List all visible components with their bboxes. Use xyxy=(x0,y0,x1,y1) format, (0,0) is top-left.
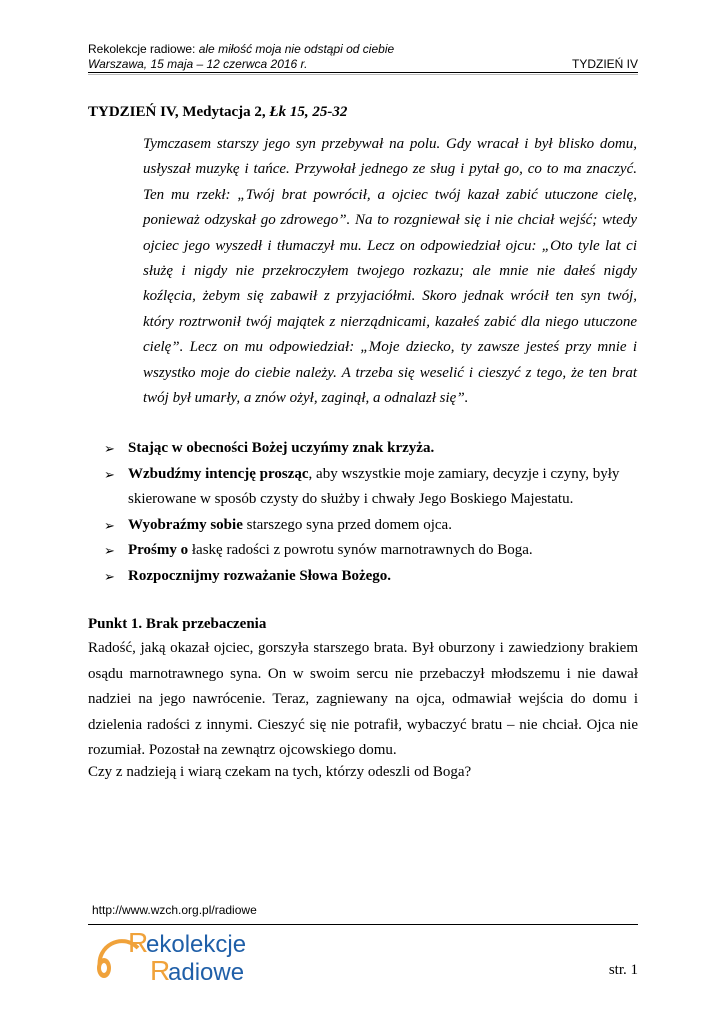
prayer-steps xyxy=(104,436,638,590)
page-number: str. 1 xyxy=(608,962,638,978)
header-week: TYDZIEŃ IV xyxy=(571,57,638,71)
prayer-step: ➢ Wyobraźmy sobie starszego syna przed domem ojca. xyxy=(104,513,638,539)
section-paragraph: Radość, jaką okazał ojciec, gorszyła starszego brata. Był oburzony i zawiedziony brakiem osądu marnotrawnego syna. On w swoim sercu nie przebaczył młodszemu i nie dawał nadziei na jego nawrócenie. Teraz, zagniewany na ojca, odmawiał wejścia do domu i dzielenia radości z innymi. Cieszyć się nie potrafił, wybaczyć bratu – nie chciał. Ojca nie rozumiał. Pozostał na zewnątrz ojcowskiego domu. xyxy=(88,640,638,759)
meditation-title-main: TYDZIEŃ IV, Medytacja 2, xyxy=(88,104,270,120)
header-series-title: ale miłość moja nie odstąpi od ciebie xyxy=(198,42,395,56)
meditation-title xyxy=(88,104,347,121)
arrow-bullet-icon: ➢ xyxy=(104,568,115,584)
prayer-step: ➢ Rozpocznijmy rozważanie Słowa Bożego. xyxy=(104,564,638,590)
prayer-step: ➢ Stając w obecności Bożej uczyńmy znak krzyża. xyxy=(104,436,638,462)
header-date: Warszawa, 15 maja – 12 czerwca 2016 r. xyxy=(88,57,308,71)
prayer-step: ➢ Wzbudźmy intencję prosząc, aby wszystkie moje zamiary, decyzje i czyny, były skierowane w sposób czysty do służby i chwały Jego Boskiego Majestatu. xyxy=(104,462,638,513)
prayer-step: ➢ Prośmy o łaskę radości z powrotu synów marnotrawnych do Boga. xyxy=(104,538,638,564)
logo-letter-r-1: R xyxy=(128,928,149,958)
rekolekcje-radiowe-logo xyxy=(92,928,282,984)
arrow-bullet-icon: ➢ xyxy=(104,543,115,559)
meditation-title-ref: Łk 15, 25-32 xyxy=(269,104,348,120)
section-heading: Punkt 1. Brak przebaczenia xyxy=(88,616,267,632)
arrow-bullet-icon: ➢ xyxy=(104,441,115,456)
header-rule-light xyxy=(88,74,638,75)
logo-line-2: adiowe xyxy=(168,959,245,984)
header-series: Rekolekcje radiowe: xyxy=(88,42,199,56)
header-rule xyxy=(88,72,638,73)
page-header xyxy=(88,42,638,72)
reflection-question: Czy z nadzieją i wiarą czekam na tych, którzy odeszli od Boga? xyxy=(88,764,472,780)
header-line-1 xyxy=(88,42,638,57)
scripture-quote: Tymczasem starszy jego syn przebywał na polu. Gdy wracał i był blisko domu, usłyszał muzykę i tańce. Przywołał jednego ze sług i pytał go, co to ma znaczyć. Ten mu rzekł: „Twój brat powrócił, a ojciec twój kazał zabić utuczone cielę, ponieważ odzyskał go zdrowego”. Na to rozgniewał się i nie chciał wejść; wtedy ojciec jego wyszedł i tłumaczył mu. Lecz on odpowiedział ojcu: „Oto tyle lat ci służę i nigdy nie przekroczyłem twojego rozkazu; ale mnie nie dałeś nigdy koźlęcia, żebym się zabawił z przyjaciółmi. Skoro jednak wrócił ten syn twój, który roztrwonił twój majątek z nierządnicami, kazałeś zabić dla niego utuczone cielę”. Lecz on mu odpowiedział: „Moje dziecko, ty zawsze jesteś przy mnie i wszystko moje do ciebie należy. A trzeba się weselić i cieszyć z tego, że ten brat twój był umarły, a znów ożył, zaginął, a odnalazł się”. xyxy=(143,136,637,407)
logo-line-1: ekolekcje xyxy=(146,931,247,958)
logo-letter-r-2: R xyxy=(150,955,171,984)
arrow-bullet-icon: ➢ xyxy=(104,517,115,533)
arrow-bullet-icon: ➢ xyxy=(104,466,115,482)
footer-rule xyxy=(88,924,638,925)
footer-url[interactable]: http://www.wzch.org.pl/radiowe xyxy=(92,903,257,917)
header-line-2 xyxy=(88,57,638,72)
